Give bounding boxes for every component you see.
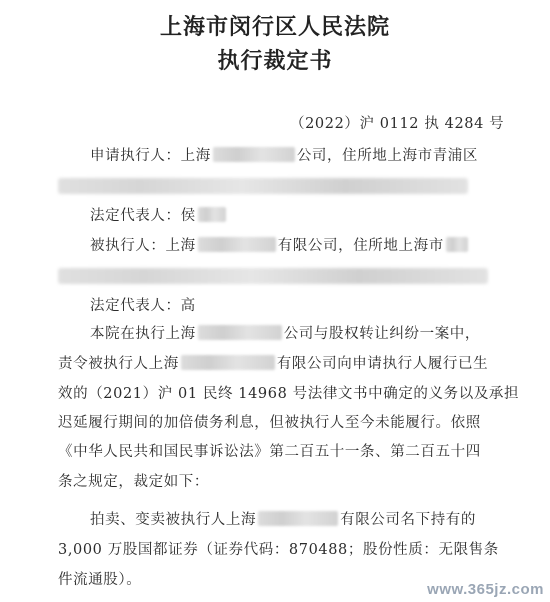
respondent-rep-line [90, 296, 196, 316]
body-line-3: 效的（2021）沪 01 民终 14968 号法律文书中确定的义务以及承担 [58, 386, 520, 402]
applicant-rep-line [90, 206, 228, 226]
applicant-name-prefix: 上海 [180, 148, 211, 164]
applicant-rep-label: 法定代表人： [90, 208, 181, 224]
body-text: 公司与股权转让纠纷一案中， [283, 326, 481, 342]
applicant-line [90, 146, 478, 166]
redaction-block [198, 237, 276, 252]
court-title: 上海市闵行区人民法院 [159, 15, 390, 40]
respondent-name-suffix: 有限公司，住所地上海市 [277, 238, 444, 254]
redaction-block [258, 511, 338, 526]
body-line-7 [90, 510, 476, 530]
body-line-2 [58, 354, 488, 374]
body-line-6: 条之规定，裁定如下： [58, 474, 209, 490]
respondent-label: 被执行人： [90, 238, 166, 254]
body-text: 有限公司向申请执行人履行已生 [276, 356, 489, 372]
case-number: （2022）沪 0112 执 4284 号 [290, 116, 505, 132]
redaction-block [198, 207, 226, 222]
body-line-8: 3,000 万股国都证券（证券代码：870488；股份性质：无限售条 [58, 542, 499, 558]
redaction-block [181, 355, 275, 370]
redaction-block [446, 237, 468, 252]
redaction-block [198, 325, 282, 340]
applicant-label: 申请执行人： [90, 148, 181, 164]
body-text: 拍卖、变卖被执行人上海 [90, 512, 257, 528]
body-text: 本院在执行上海 [90, 326, 196, 342]
redaction-block [213, 147, 295, 162]
respondent-rep-name: 高 [180, 298, 196, 314]
respondent-line [90, 236, 470, 256]
applicant-name-suffix: 公司，住所地上海市青浦区 [296, 148, 479, 164]
body-line-5: 《中华人民共和国民事诉讼法》第二百五十一条、第二百五十四 [58, 444, 481, 460]
site-watermark: www.365jz.com [427, 581, 544, 598]
redaction-block [58, 268, 488, 284]
body-text: 有限公司名下持有的 [340, 512, 477, 528]
body-line-4: 迟延履行期间的加倍债务利息，但被执行人至今未能履行。依照 [58, 415, 481, 431]
respondent-rep-label: 法定代表人： [90, 298, 181, 314]
body-line-1 [90, 324, 480, 344]
document-type-title: 执行裁定书 [217, 49, 333, 74]
respondent-name-prefix: 上海 [165, 238, 196, 254]
body-text: 责令被执行人上海 [58, 356, 179, 372]
applicant-rep-name: 侯 [180, 208, 196, 224]
body-line-9: 件流通股）。 [58, 572, 142, 588]
redaction-block [58, 178, 468, 194]
